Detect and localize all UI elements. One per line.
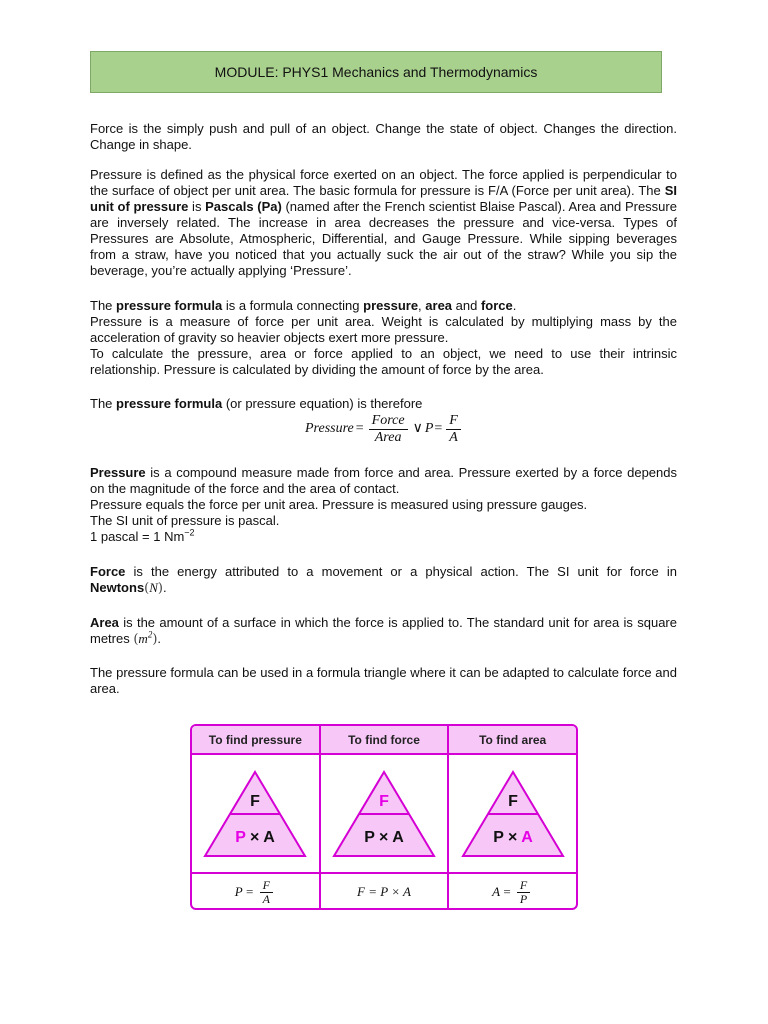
- header-find-force: To find force: [319, 726, 448, 753]
- header-find-area: To find area: [447, 726, 576, 753]
- formula-force: F = P × A: [319, 874, 448, 910]
- module-title: MODULE: PHYS1 Mechanics and Thermodynamics: [214, 64, 538, 80]
- paragraph-formula-intro: The pressure formula (or pressure equation) is therefore: [90, 396, 423, 411]
- area-triangle-icon: [459, 768, 567, 860]
- svg-text:P × A: P × A: [492, 828, 533, 846]
- force-triangle-icon: [330, 768, 438, 860]
- header-find-pressure: To find pressure: [208, 732, 302, 747]
- paragraph-pressure-definition: Pressure is defined as the physical force exerted on an object. The force applied is perpendicular to the surface of object per unit area. The basic formula for pressure is F/A (Force per unit area). The SI unit of pressure is Pascals (Pa) (named after the French scientist Blaise Pascal). Area and Pressure are inversely related. The increase in area decreases the pressure and vice-versa. Types of Pressures are Absolute, Atmospheric, Differential, and Gauge Pressure. While sipping beverages from a straw, have you noticed that you actually suck the air out of the straw? While you sip the beverage, you’re actually applying ‘Pressure’.: [90, 167, 677, 278]
- paragraph-formula-triangle: The pressure formula can be used in a formula triangle where it can be adapted to calculate force and area.: [90, 665, 677, 696]
- pressure-triangle-icon: [201, 768, 309, 860]
- formula-row: [192, 874, 576, 910]
- paragraph-force-definition: Force is the energy attributed to a movement or a physical action. The SI unit for force in Newtons(N).: [90, 564, 677, 596]
- paragraph-force-intro: Force is the simply push and pull of an object. Change the state of object. Changes the direction. Change in shape.: [90, 121, 677, 152]
- triangle-cell-area: [447, 755, 576, 872]
- triangle-row: [192, 755, 576, 874]
- table-header-row: [192, 726, 576, 755]
- triangle-cell-force: [319, 755, 448, 872]
- module-header: [90, 51, 662, 93]
- svg-text:F: F: [379, 792, 389, 810]
- formula-area: A = $\frac{F}{P}$: [447, 874, 576, 910]
- paragraph-pressure-compound: Pressure is a compound measure made from force and area. Pressure exerted by a force depends on the magnitude of the force and the area of contact. Pressure equals the force per unit area. Pressure is measured using pressure gauges. The SI unit of pressure is pascal. 1 pascal = 1 $Nm^{-2}$: [90, 465, 677, 544]
- svg-text:F: F: [507, 792, 518, 810]
- pressure-equation: Pressure = $\frac{\text{Force}}{\text{Area}}$ ∨ P = $\frac{F}{A}$: [305, 411, 464, 447]
- paragraph-pressure-formula: The pressure formula is a formula connecting pressure, area and force. Pressure is a measure of force per unit area. Weight is calculated by multiplying mass by the acceleration of gravity so heavier objects exert more pressure. To calculate the pressure, area or force applied to an object, we need to use their intrinsic relationship. Pressure is calculated by dividing the amount of force by the area.: [90, 298, 677, 377]
- triangle-cell-pressure: [192, 755, 319, 872]
- formula-pressure: P = $\frac{F}{A}$: [192, 874, 319, 910]
- svg-text:P × A: P × A: [235, 828, 276, 846]
- svg-text:F: F: [250, 792, 261, 810]
- svg-text:P × A: P × A: [364, 828, 404, 846]
- paragraph-area-definition: Area is the amount of a surface in which the force is applied to. The standard unit for area is square metres $(m^2)$.: [90, 615, 677, 647]
- formula-triangle-table: [190, 724, 578, 910]
